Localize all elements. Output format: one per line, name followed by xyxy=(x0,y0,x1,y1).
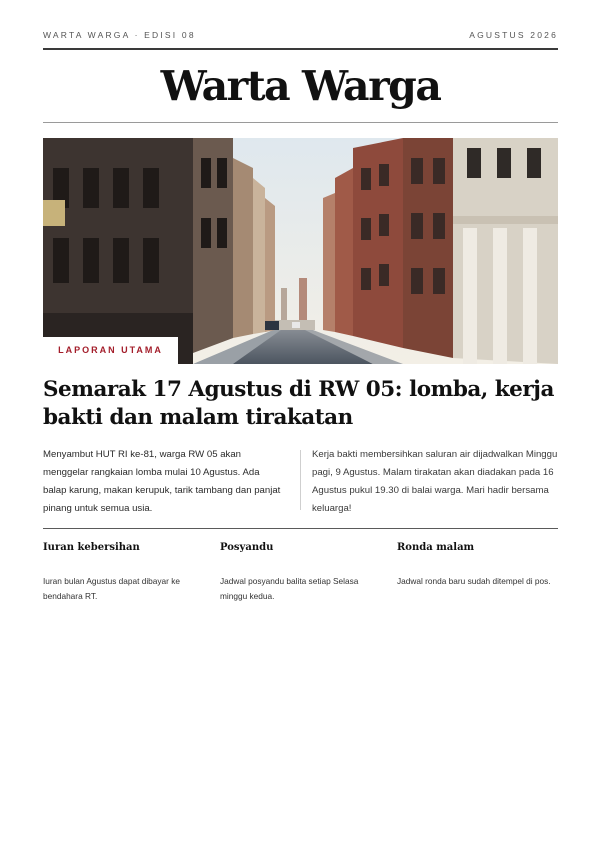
column-divider xyxy=(300,450,301,510)
note-body: Jadwal ronda baru sudah ditempel di pos. xyxy=(397,576,551,586)
edition-label: WARTA WARGA · EDISI 08 xyxy=(43,30,196,40)
note-body: Iuran bulan Agustus dapat dibayar ke bendahara RT. xyxy=(43,576,180,601)
hero-tag: LAPORAN UTAMA xyxy=(43,337,178,364)
masthead-rule xyxy=(43,122,558,123)
street-photo xyxy=(43,138,558,364)
note-title: Posyandu xyxy=(220,542,274,553)
note-title: Iuran kebersihan xyxy=(43,542,140,553)
top-bar xyxy=(43,30,558,42)
top-rule xyxy=(43,48,558,50)
hero-image xyxy=(43,138,558,364)
issue-date: AGUSTUS 2026 xyxy=(469,30,558,40)
note-iuran xyxy=(43,540,203,604)
notes-rule xyxy=(43,528,558,529)
note-posyandu xyxy=(220,540,380,604)
article-column-2: Kerja bakti membersihkan saluran air dijadwalkan Minggu pagi, 9 Agustus. Malam tirakatan akan diadakan pada 16 Agustus pukul 19.30 di balai warga. Mari hadir bersama keluarga! xyxy=(312,449,558,514)
note-body: Jadwal posyandu balita setiap Selasa minggu kedua. xyxy=(220,576,359,601)
article-headline: Semarak 17 Agustus di RW 05: lomba, kerja bakti dan malam tirakatan xyxy=(43,377,554,430)
note-title: Ronda malam xyxy=(397,542,475,553)
article-column-1: Menyambut HUT RI ke-81, warga RW 05 akan menggelar rangkaian lomba mulai 10 Agustus. Ada balap karung, makan kerupuk, tarik tambang dan panjat pinang untuk semua usia. xyxy=(43,449,281,514)
masthead-title: Warta Warga xyxy=(160,62,441,110)
note-ronda xyxy=(397,540,562,589)
